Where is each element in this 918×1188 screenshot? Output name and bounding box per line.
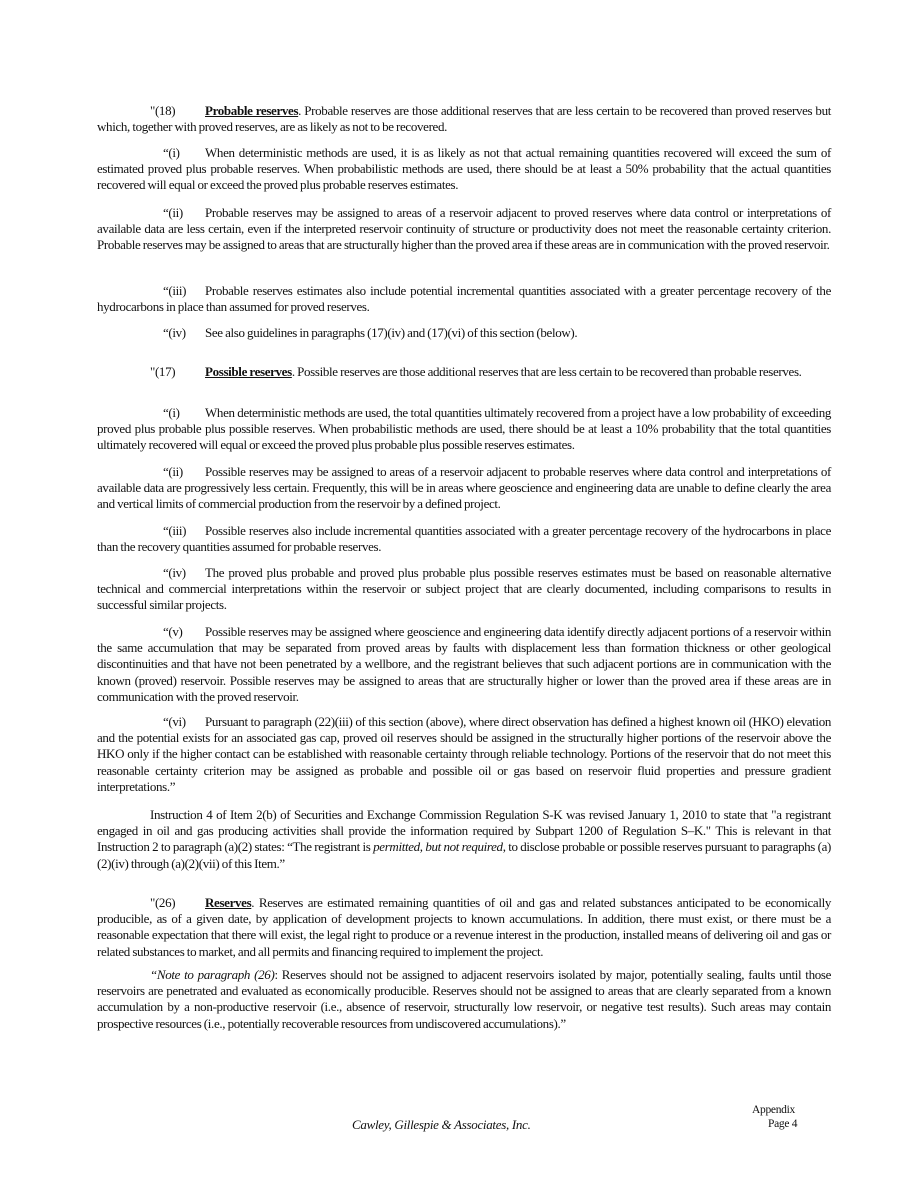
note-label: “Note to paragraph (26) bbox=[150, 967, 275, 982]
paragraph-number: "(26) bbox=[150, 895, 176, 910]
item-text: When deterministic methods are used, the total quantities ultimately recovered from a project have a low probability of exceeding proved plus probable plus possible reserves. When probabilistic methods are used, there should be at least a 10% probability that the total quantities ultimately recovered will equal or exceed the proved plus probable plus possible reserves estimates. bbox=[97, 405, 831, 453]
item-number: “(v) bbox=[163, 624, 183, 639]
item-text: Probable reserves estimates also include potential incremental quantities associated with a greater percentage recovery of the hydrocarbons in place than assumed for proved reserves. bbox=[97, 283, 831, 315]
paragraph-17-v bbox=[97, 624, 831, 705]
paragraph-18-i bbox=[97, 145, 831, 194]
section-heading: Probable reserves bbox=[205, 103, 299, 118]
note-paragraph-26 bbox=[97, 967, 831, 1032]
paragraph-text: . Probable reserves are those additional reserves that are less certain to be recovered than proved reserves but which, together with proved reserves, are as likely as not to be recovered. bbox=[97, 103, 831, 135]
paragraph-17-possible-reserves bbox=[97, 364, 831, 380]
paragraph-17-vi bbox=[97, 714, 831, 795]
paragraph-18-probable-reserves bbox=[97, 103, 831, 135]
paragraph-26-reserves bbox=[97, 895, 831, 960]
item-number: “(ii) bbox=[163, 464, 183, 479]
item-text: Possible reserves may be assigned to areas of a reservoir adjacent to probable reserves where data control and interpretations of available data are progressively less certain. Frequently, this will be in areas where geoscience and engineering data are unable to define clearly the area and vertical limits of commercial production from the reservoir by a defined project. bbox=[97, 464, 831, 512]
item-text: Possible reserves also include incremental quantities associated with a greater percentage recovery of the hydrocarbons in place than the recovery quantities assumed for probable reserves. bbox=[97, 523, 831, 555]
paragraph-17-i bbox=[97, 405, 831, 454]
footer-page-number: Page 4 bbox=[768, 1118, 798, 1130]
item-text: Probable reserves may be assigned to areas of a reservoir adjacent to proved reserves where data control or interpretations of available data are less certain, even if the interpreted reservoir continuity of structure or productivity does not meet the reasonable certainty criterion. Probable reserves may be assigned to areas that are structurally higher than the proved area if these areas are in communication with the proved reservoir. bbox=[97, 205, 831, 253]
paragraph-18-ii bbox=[97, 205, 831, 254]
paragraph-text: . Reserves are estimated remaining quantities of oil and gas and related substances anticipated to be economically producible, as of a given date, by application of development projects to known accumulations. In addition, there must exist, or there must be a reasonable expectation that there will exist, the legal right to produce or a revenue interest in the production, installed means of delivering oil and gas or related substances to market, and all permits and financing required to implement the project. bbox=[97, 895, 831, 959]
item-text: See also guidelines in paragraphs (17)(iv) and (17)(vi) of this section (below). bbox=[205, 325, 578, 340]
paragraph-17-iii bbox=[97, 523, 831, 555]
item-number: “(iv) bbox=[163, 565, 186, 580]
footer-appendix: Appendix bbox=[752, 1104, 795, 1116]
item-number: “(i) bbox=[163, 405, 180, 420]
item-number: “(iv) bbox=[163, 325, 186, 340]
paragraph-18-iv bbox=[97, 325, 831, 341]
paragraph-number: "(17) bbox=[150, 364, 176, 379]
paragraph-18-iii bbox=[97, 283, 831, 315]
section-heading: Reserves bbox=[205, 895, 252, 910]
footer-company: Cawley, Gillespie & Associates, Inc. bbox=[352, 1117, 531, 1132]
paragraph-text: . Possible reserves are those additional reserves that are less certain to be recovered than probable reserves. bbox=[291, 364, 802, 379]
instruction-paragraph bbox=[97, 807, 831, 872]
note-text: : Reserves should not be assigned to adjacent reservoirs isolated by major, potentially sealing, faults until those reservoirs are penetrated and evaluated as economically producible. Reserves should not be assigned to areas that are clearly separated from a known accumulation by a non-productive reservoir (i.e., absence of reservoir, structurally low reservoir, or negative test results). Such areas may contain prospective resources (i.e., potentially recoverable resources from undiscovered accumulations).” bbox=[97, 967, 832, 1031]
section-heading: Possible reserves bbox=[205, 364, 292, 379]
item-text: Possible reserves may be assigned where geoscience and engineering data identify directly adjacent portions of a reservoir within the same accumulation that may be separated from proved areas by faults with displacement less than formation thickness or other geological discontinuities and that have not been penetrated by a wellbore, and the registrant believes that such adjacent portions are in communication with the known (proved) reservoir. Possible reserves may be assigned to areas that are structurally higher or lower than the proved area if these areas are in communication with the proved reservoir. bbox=[97, 624, 831, 704]
item-number: “(vi) bbox=[163, 714, 186, 729]
item-number: “(i) bbox=[163, 145, 180, 160]
item-number: “(ii) bbox=[163, 205, 183, 220]
instruction-emphasis: permitted, but not required bbox=[373, 839, 503, 855]
item-text: When deterministic methods are used, it is as likely as not that actual remaining quantities recovered will exceed the sum of estimated proved plus probable reserves. When probabilistic methods are used, there should be at least a 50% probability that the actual quantities recovered will equal or exceed the proved plus probable reserves estimates. bbox=[97, 145, 831, 193]
instruction-text: Instruction 4 of Item 2(b) of Securities and Exchange Commission Regulation S-K was revised January 1, 2010 to state that "a registrant engaged in oil and gas producing activities shall provide the information required by Subpart 1200 of Regulation S–K." This is relevant in that Instruction 2 to paragraph (a)(2) states: “The registrant is bbox=[97, 807, 831, 855]
paragraph-17-ii bbox=[97, 464, 831, 513]
item-number: “(iii) bbox=[163, 283, 187, 298]
paragraph-number: "(18) bbox=[150, 103, 176, 118]
instruction-text-end: , to disclose probable or possible reserves pursuant to paragraphs (a)(2)(iv) through (a)(2)(vii) of this Item.” bbox=[97, 839, 832, 871]
item-number: “(iii) bbox=[163, 523, 187, 538]
item-text: The proved plus probable and proved plus probable plus possible reserves estimates must be based on reasonable alternative technical and commercial interpretations within the reservoir or subject project that are clearly documented, including comparisons to results in successful similar projects. bbox=[97, 565, 831, 613]
paragraph-17-iv bbox=[97, 565, 831, 614]
item-text: Pursuant to paragraph (22)(iii) of this section (above), where direct observation has defined a highest known oil (HKO) elevation and the potential exists for an associated gas cap, proved oil reserves should be assigned in the structurally higher portions of the reservoir above the HKO only if the higher contact can be established with reasonable certainty through reliable technology. Portions of the reservoir that do not meet this reasonable certainty criterion may be assigned as probable and possible oil or gas based on reservoir fluid properties and pressure gradient interpretations.” bbox=[97, 714, 831, 794]
